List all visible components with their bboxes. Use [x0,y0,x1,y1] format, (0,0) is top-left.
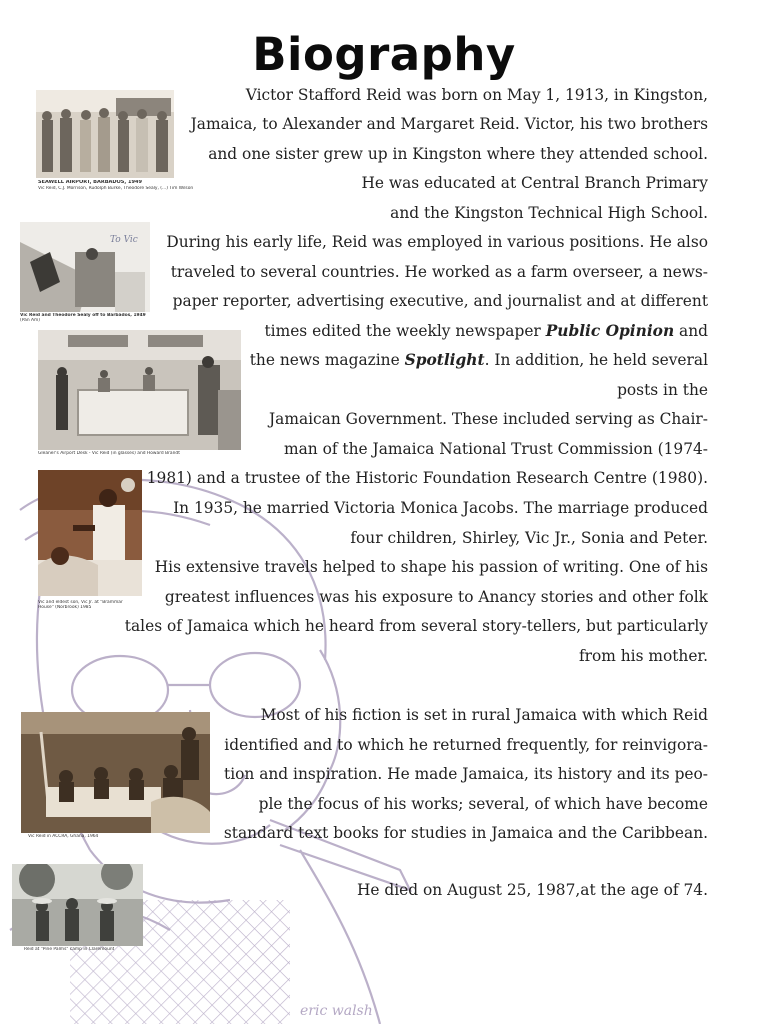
text-line: Jamaica, to Alexander and Margaret Reid. Victor, his two brothers [190,115,708,133]
text-line: and the Kingston Technical High School. [390,204,708,222]
text-line: greatest influences was his exposure to Anancy stories and other folk [164,588,708,606]
photo-caption-detail: (Pan Am) [20,318,41,323]
text-line: posts in the [617,381,708,399]
text-span: the news magazine [249,351,405,369]
newspaper-title-public-opinion: Public Opinion [545,322,675,340]
text-line: Most of his fiction is set in rural Jamaica with which Reid [260,706,708,724]
text-line: from his mother. [578,647,708,665]
text-line: identified and to which he returned frequently, for reinvigora- [224,736,708,754]
text-line-public-opinion [265,321,709,341]
text-line: Jamaican Government. These included serving as Chair- [269,410,708,428]
text-line: four children, Shirley, Vic Jr., Sonia and Peter. [350,529,708,547]
photo-seawell-airport [36,90,174,178]
text-line: tales of Jamaica which he heard from several story-tellers, but particularly [124,617,708,635]
text-line: man of the Jamaica National Trust Commission (1974- [284,440,708,458]
text-line: standard text books for studies in Jamaica and the Caribbean. [223,824,708,842]
photo-caption: Vic Reid in ACCRA, Ghana, 1964 [28,834,99,839]
photo-caption: Gleaner's Airport Desk - Vic Reid (in glasses) and Howard Brandt [38,451,180,456]
text-line: His extensive travels helped to shape his passion of writing. One of his [154,558,708,576]
text-line: Victor Stafford Reid was born on May 1, 1913, in Kingston, [245,86,708,104]
text-line: paper reporter, advertising executive, and journalist and at different [172,292,708,310]
magazine-title-spotlight: Spotlight [404,351,485,369]
photo-barbados-departure [20,222,150,312]
text-line: traveled to several countries. He worked as a farm overseer, a news- [170,263,708,281]
text-line: He died on August 25, 1987,at the age of 74. [356,881,708,899]
text-span: . In addition, he held several [484,351,708,369]
text-span: times edited the weekly newspaper [264,322,546,340]
page-title: Biography [252,28,516,81]
text-line: tion and inspiration. He made Jamaica, its history and its peo- [224,765,708,783]
photo-accra-ghana [21,712,210,833]
text-line: During his early life, Reid was employed in various positions. He also [166,233,708,251]
photo-gleaner-airport-desk [38,330,241,450]
text-line: and one sister grew up in Kingston where they attended school. [208,145,708,163]
photo-caption-detail: House" (Norbrook) 1985 [38,605,92,610]
text-line: ple the focus of his works; several, of which have become [258,795,708,813]
photo-vic-and-son [38,470,142,596]
text-line: 1981) and a trustee of the Historic Foundation Research Centre (1980). [146,469,708,487]
photo-caption: SEAWELL AIRPORT, BARBADOS, 1949 [38,180,142,185]
photo-caption: Reid at "Pine Palms" camp in Claremount [24,947,115,952]
svg-text:To Vic: To Vic [110,235,138,245]
photo-caption-detail: Vic Reid, C.J. Morrison, Rudolph Burke, Theodore Sealy, (...) Tim Wilson [38,186,194,191]
photo-pine-palms-camp [12,864,143,946]
text-line-spotlight [250,350,708,370]
text-line: In 1935, he married Victoria Monica Jacobs. The marriage produced [173,499,708,517]
photo-caption: Vic Reid and Theodore Sealy off to Barbados, 1949 [20,313,146,318]
artist-signature: eric walsh [300,1003,373,1019]
text-line: He was educated at Central Branch Primary [361,174,708,192]
text-span: and [674,322,708,340]
photo-caption: Vic and eldest son, Vic Jr. at "Brammar [38,600,123,605]
